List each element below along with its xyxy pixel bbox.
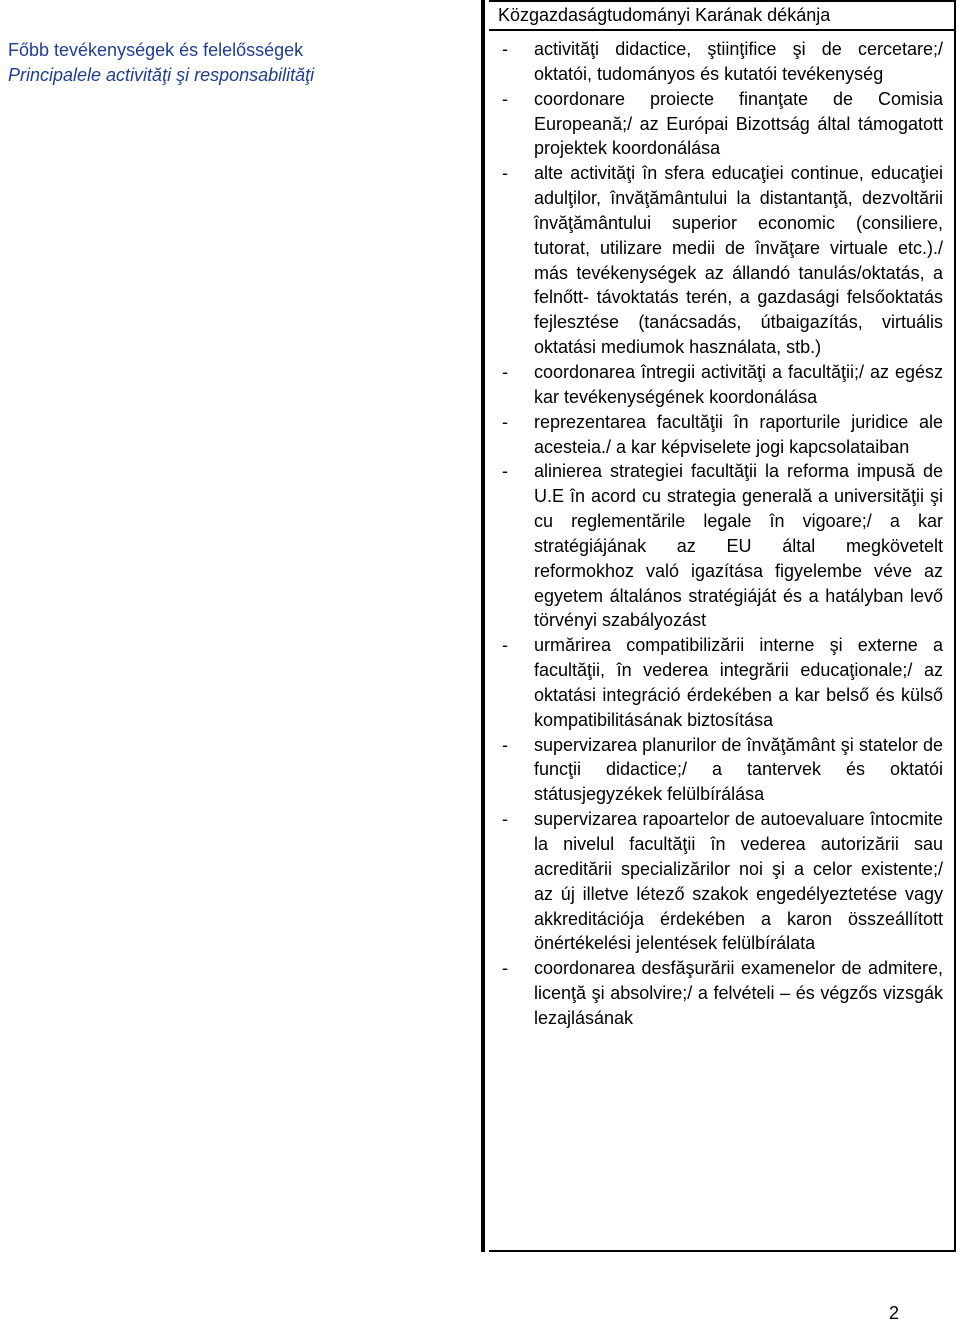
- position-title: Közgazdaságtudományi Karának dékánja: [489, 0, 955, 31]
- left-column: [0, 0, 485, 1252]
- list-item-text: coordonare proiecte finanţate de Comisia Europeană;/ az Európai Bizottság által támogatott projektek koordonálása: [534, 88, 943, 159]
- list-item: [499, 87, 943, 162]
- list-item-text: coordonarea întregii activităţi a facultăţii;/ az egész kar tevékenységének koordonálása: [534, 361, 943, 407]
- list-item: [499, 410, 943, 460]
- list-item-text: alte activităţi în sfera educaţiei continue, educaţiei adulţilor, învăţământului la distantanţă, dezvoltării învăţământului superior economic (consiliere, tutorat, utilizare medii de învăţare virtuale etc.)./ más tevékenységek az állandó tanulás/oktatás, a felnőtt- távoktatás terén, a gazdasági felsőoktatás fejlesztése (tanácsadás, útbaigazítás, virtuális oktatási mediumok használata, stb.): [534, 163, 943, 358]
- list-item: [499, 733, 943, 808]
- list-item: [499, 360, 943, 410]
- list-item-text: reprezentarea facultăţii în raporturile juridice ale acesteia./ a kar képviselete jogi kapcsolataiban: [534, 411, 943, 457]
- bullet-dash: -: [502, 361, 508, 382]
- bullet-dash: -: [502, 809, 508, 830]
- bullet-dash: -: [502, 734, 508, 755]
- list-item: [499, 956, 943, 1031]
- list-item-text: supervizarea planurilor de învăţământ şi statelor de funcţii didactice;/ a tantervek és oktatói státusjegyzékek felülbírálása: [534, 734, 943, 805]
- label-hungarian: Főbb tevékenységek és felelősségek: [8, 40, 304, 60]
- list-item-text: alinierea strategiei facultăţii la reforma impusă de U.E în acord cu strategia generală a universităţii şi cu reglementările legale în vigoare;/ a kar stratégiájának az EU által megkövetelt reformokhoz való igazítása figyelembe véve az egyetem általános stratégiáját és a hatályban levő törvényi szabályozást: [534, 461, 943, 631]
- list-item: [499, 161, 943, 360]
- responsibilities-list: [499, 37, 943, 1031]
- list-item: [499, 37, 943, 87]
- list-item: [499, 807, 943, 956]
- bullet-dash: -: [502, 958, 508, 979]
- list-item: [499, 633, 943, 732]
- page-number: 2: [889, 1303, 900, 1323]
- list-item-text: coordonarea desfăşurării examenelor de admitere, licenţă şi absolvire;/ a felvételi – és végzős vizsgák lezajlásának: [534, 958, 943, 1028]
- right-column: [489, 0, 956, 1252]
- bullet-dash: -: [502, 163, 508, 184]
- bullet-dash: -: [502, 88, 508, 109]
- list-item-text: activităţi didactice, ştiinţifice şi de cercetare;/ oktatói, tudományos és kutatói tevékenység: [534, 39, 943, 84]
- bullet-dash: -: [502, 635, 508, 656]
- list-item-text: urmărirea compatibilizării interne şi externe a facultăţii, în vederea integrării educaţionale;/ az oktatási integráció érdekében a kar belső és külső kompatibilitásának biztosítása: [534, 635, 943, 730]
- bullet-dash: -: [502, 411, 508, 432]
- list-item: [499, 459, 943, 633]
- label-romanian: Principalele activităţi şi responsabilităţi: [8, 65, 315, 85]
- bullet-dash: -: [502, 461, 508, 482]
- bullet-dash: -: [502, 39, 508, 59]
- list-item-text: supervizarea rapoartelor de autoevaluare întocmite la nivelul facultăţii în vederea autorizării sau acreditării specializărilor noi şi a celor existente;/ az új illetve létező szakok engedélyeztetése vagy akkreditációja érdekében a karon összeállított önértékelési jelentések felülbírálata: [534, 809, 943, 954]
- section-label: [8, 38, 478, 88]
